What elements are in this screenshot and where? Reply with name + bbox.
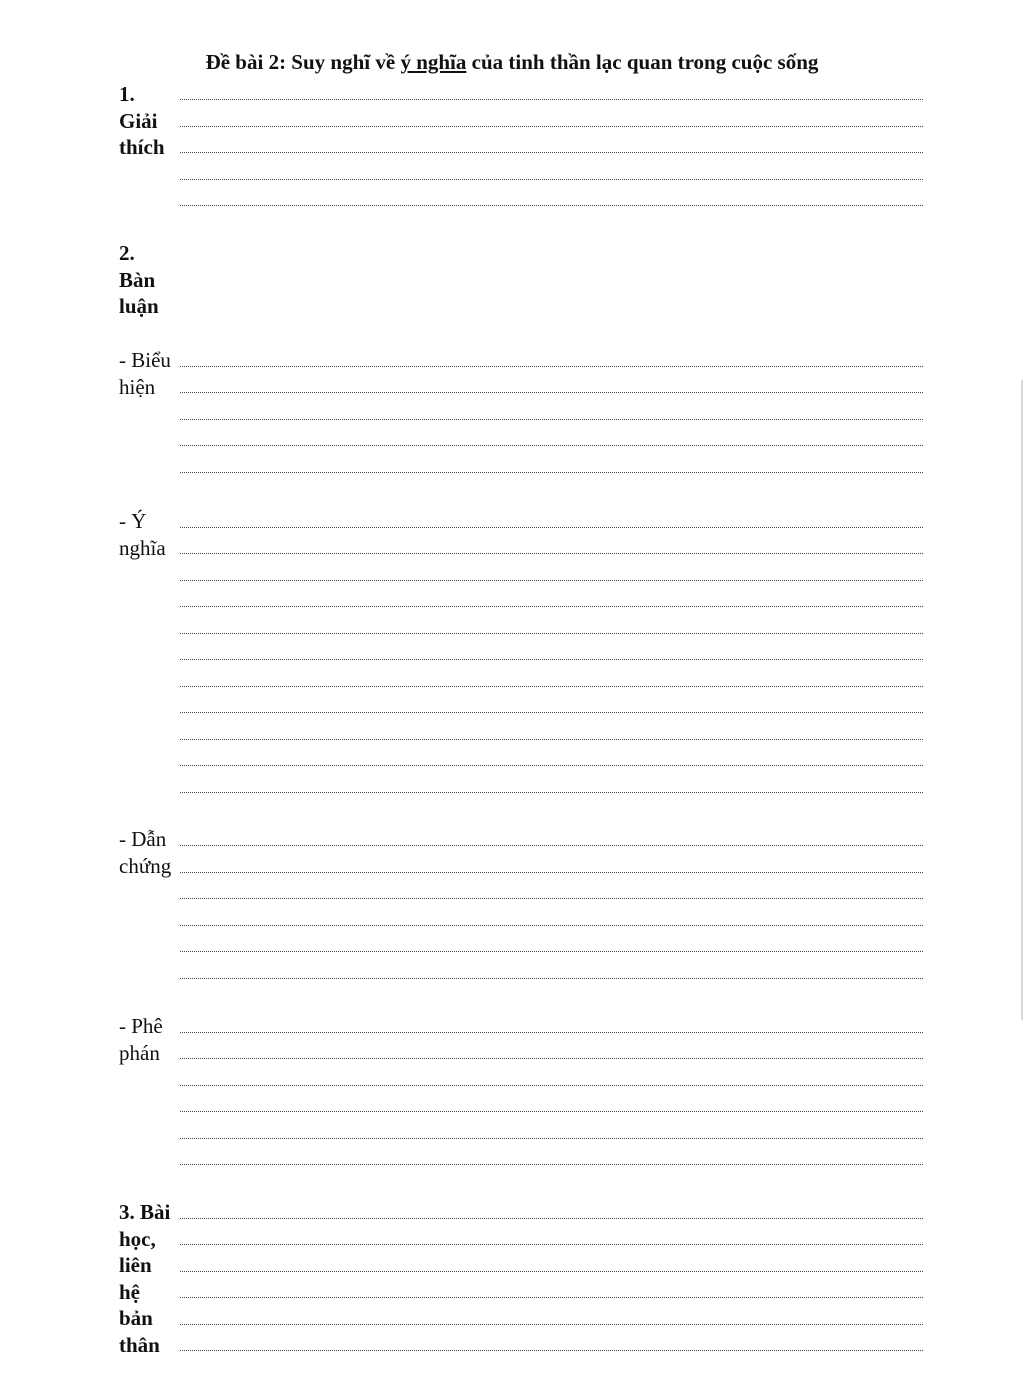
label-line: - Dẫn — [119, 827, 167, 851]
answer-line[interactable] — [180, 606, 923, 607]
sub-label-dan-chung — [119, 826, 181, 879]
answer-line[interactable] — [180, 1297, 923, 1298]
answer-line[interactable] — [180, 527, 923, 528]
answer-line[interactable] — [180, 633, 923, 634]
answer-line[interactable] — [180, 1032, 923, 1033]
answer-line[interactable] — [180, 1085, 923, 1086]
answer-line[interactable] — [180, 445, 923, 446]
answer-line[interactable] — [180, 126, 923, 127]
label-line: bản — [119, 1306, 153, 1330]
answer-line[interactable] — [180, 1244, 923, 1245]
label-line: hiện — [119, 374, 156, 399]
label-line: thân — [119, 1332, 160, 1357]
label-line: nghĩa — [119, 535, 166, 560]
answer-line[interactable] — [180, 366, 923, 367]
answer-line[interactable] — [180, 1324, 923, 1325]
page-title — [0, 50, 1024, 75]
label-line: thích — [119, 135, 165, 159]
sub-label-y-nghia — [119, 508, 181, 561]
sub-label-bieu-hien — [119, 347, 181, 400]
label-line: 1. — [119, 82, 135, 106]
answer-line[interactable] — [180, 1138, 923, 1139]
answer-line[interactable] — [180, 1164, 923, 1165]
answer-line[interactable] — [180, 205, 923, 206]
label-line: phán — [119, 1040, 160, 1065]
title-suffix: của tinh thần lạc quan trong cuộc sống — [466, 50, 819, 74]
answer-line[interactable] — [180, 792, 923, 793]
answer-line[interactable] — [180, 1111, 923, 1112]
label-line: học, — [119, 1226, 156, 1251]
answer-line[interactable] — [180, 419, 923, 420]
title-underlined-phrase: ý nghĩa — [400, 50, 467, 74]
answer-line[interactable] — [180, 659, 923, 660]
answer-line[interactable] — [180, 712, 923, 713]
answer-line[interactable] — [180, 898, 923, 899]
label-line: 3. Bài — [119, 1200, 171, 1224]
label-line: Bàn — [119, 267, 156, 292]
answer-line[interactable] — [180, 925, 923, 926]
label-line: - Phê — [119, 1014, 163, 1038]
label-line: liên — [119, 1253, 152, 1277]
answer-line[interactable] — [180, 872, 923, 873]
answer-line[interactable] — [180, 553, 923, 554]
answer-line[interactable] — [180, 1058, 923, 1059]
label-line: 2. — [119, 241, 135, 265]
answer-line[interactable] — [180, 978, 923, 979]
label-line: Giải — [119, 108, 158, 133]
section-label-giai-thich — [119, 81, 181, 161]
answer-line[interactable] — [180, 152, 923, 153]
answer-line[interactable] — [180, 580, 923, 581]
section-label-bai-hoc — [119, 1199, 181, 1358]
answer-line[interactable] — [180, 765, 923, 766]
sub-label-phe-phan — [119, 1013, 181, 1066]
answer-line[interactable] — [180, 392, 923, 393]
answer-line[interactable] — [180, 1350, 923, 1351]
answer-line[interactable] — [180, 686, 923, 687]
scrollbar[interactable] — [1021, 380, 1023, 1020]
answer-line[interactable] — [180, 179, 923, 180]
label-line: hệ — [119, 1279, 140, 1304]
answer-line[interactable] — [180, 99, 923, 100]
label-line: - Ý — [119, 509, 147, 533]
answer-line[interactable] — [180, 1218, 923, 1219]
answer-line[interactable] — [180, 1271, 923, 1272]
label-line: - Biểu — [119, 348, 171, 372]
answer-line[interactable] — [180, 472, 923, 473]
label-line: luận — [119, 294, 159, 318]
section-label-ban-luan — [119, 240, 181, 320]
title-prefix: Đề bài 2: Suy nghĩ về — [205, 50, 401, 74]
label-line: chứng — [119, 853, 172, 878]
answer-line[interactable] — [180, 951, 923, 952]
answer-line[interactable] — [180, 845, 923, 846]
answer-line[interactable] — [180, 739, 923, 740]
